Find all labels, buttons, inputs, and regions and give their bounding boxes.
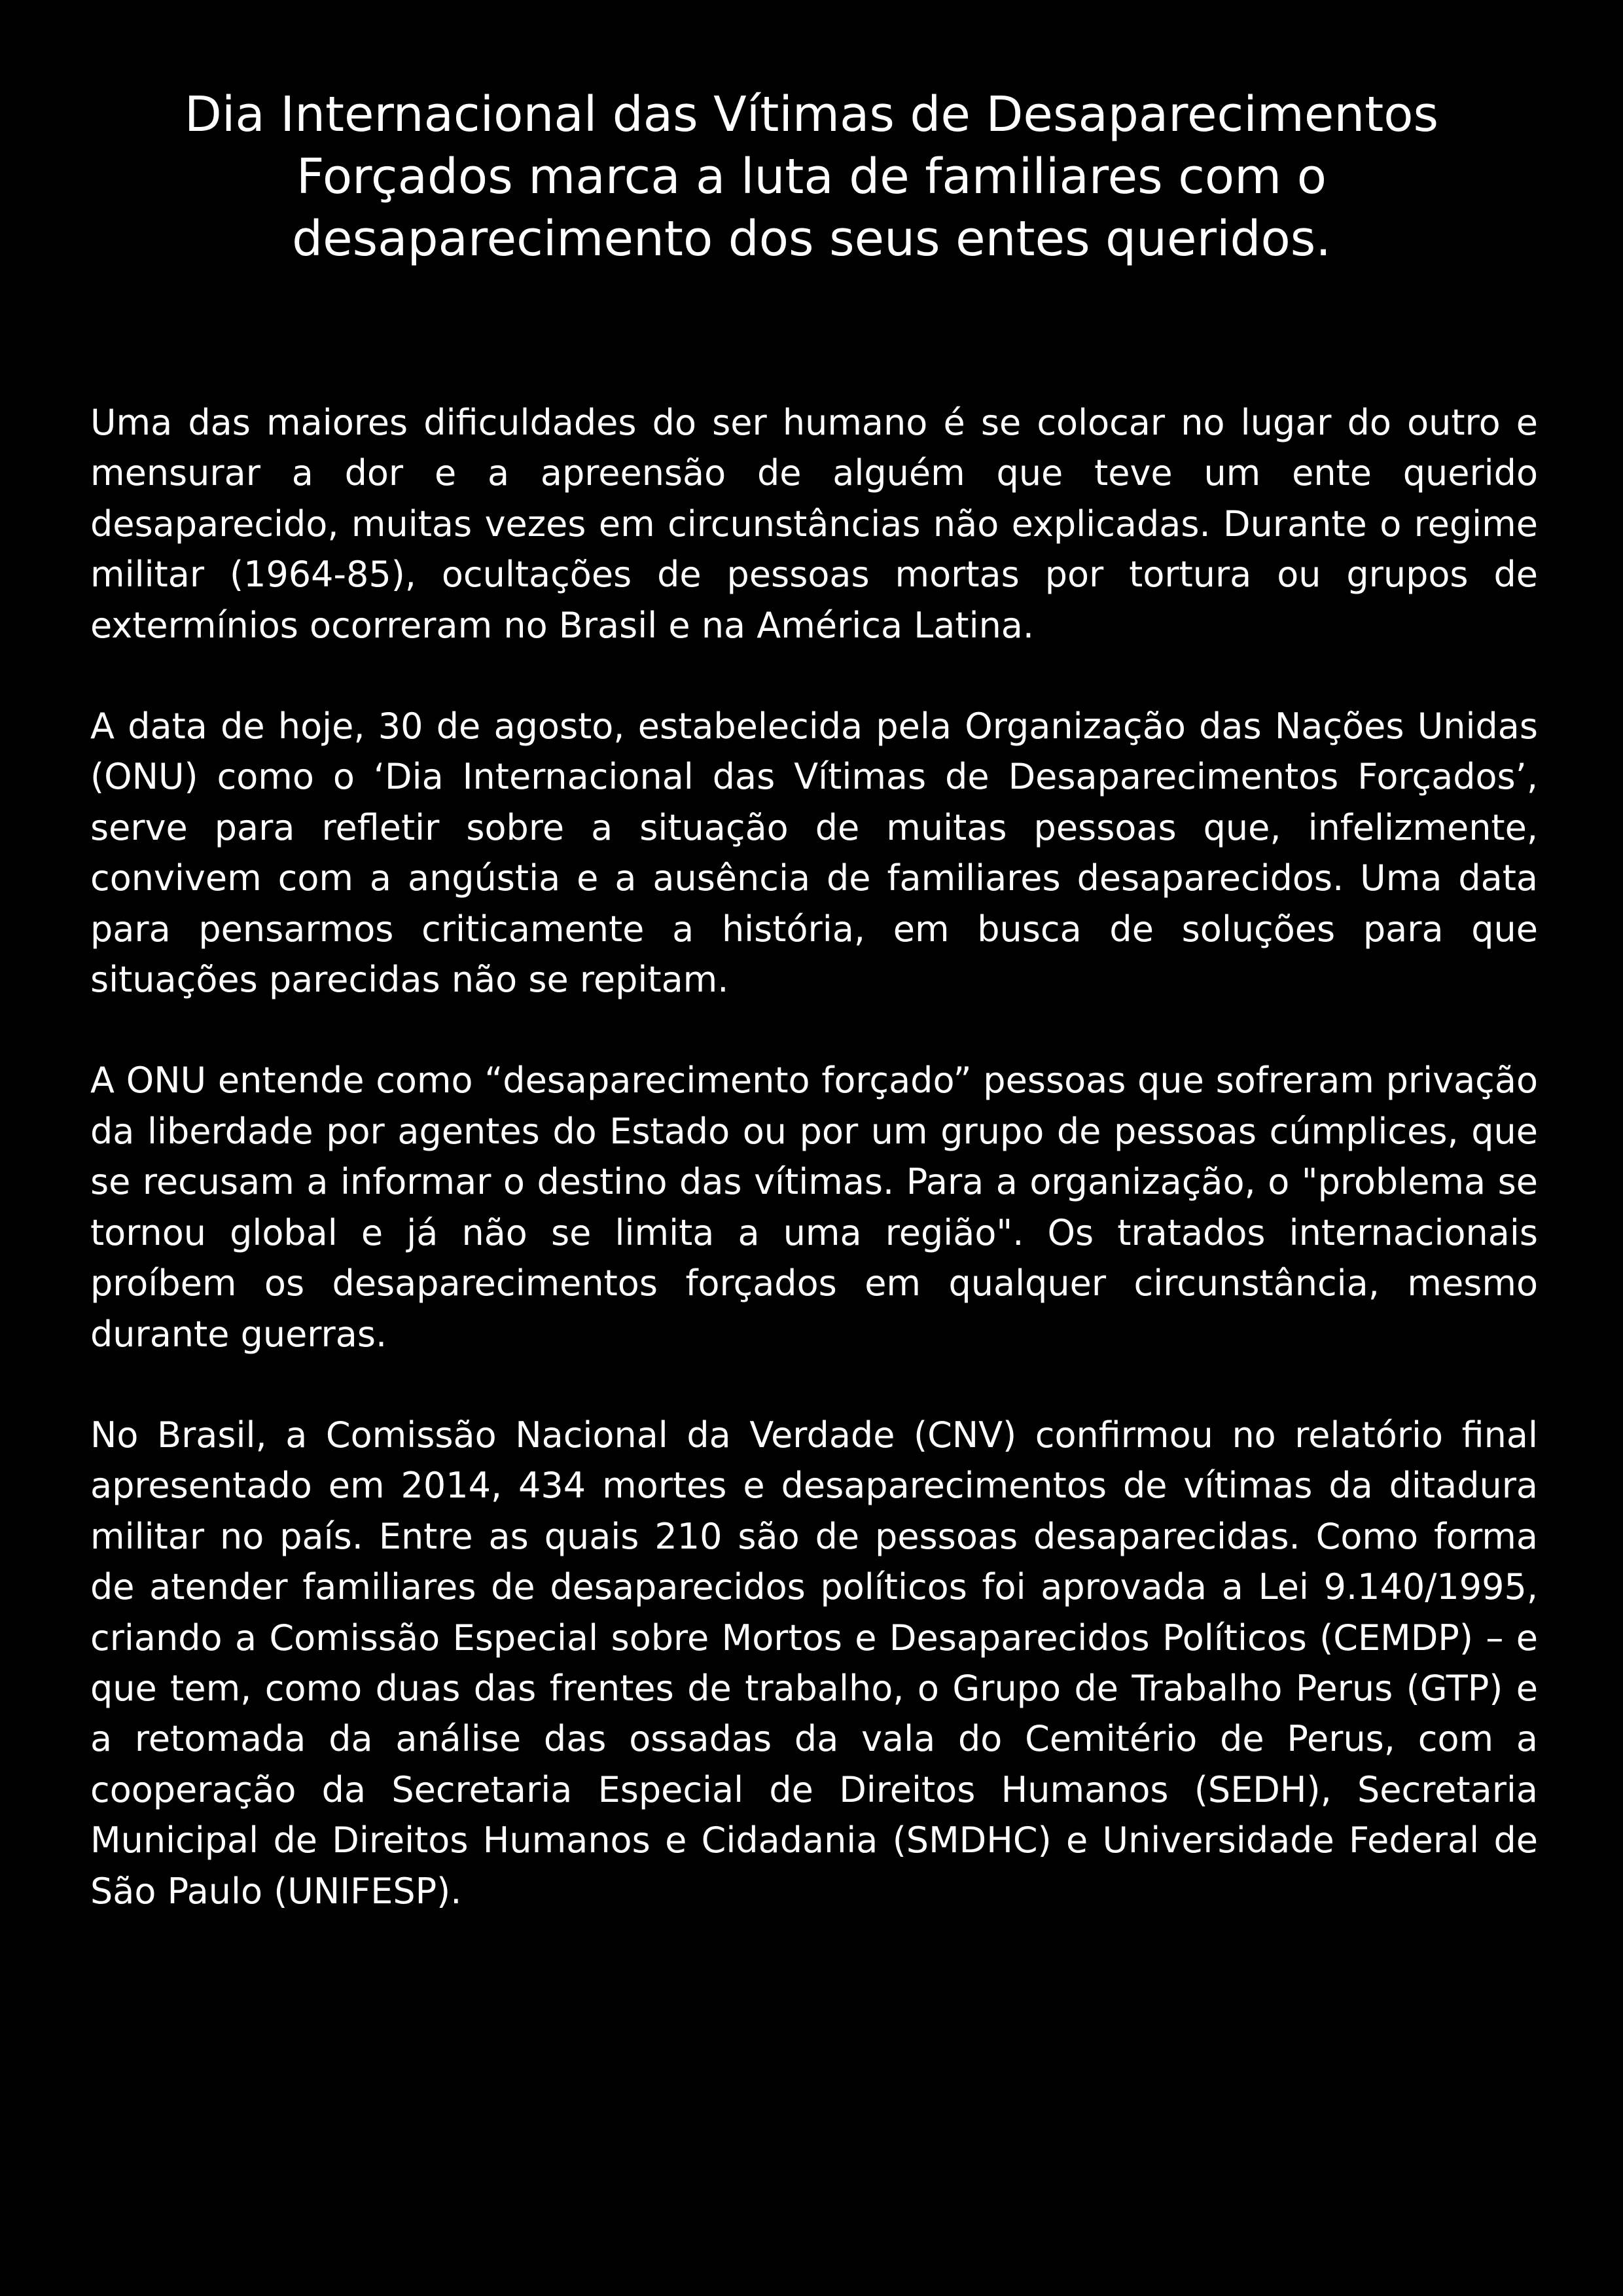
document-body xyxy=(90,397,1538,1916)
paragraph-onu-definition: A ONU entende como “desaparecimento forçado” pessoas que sofreram privação da liberdade por agentes do Estado ou por um grupo de pessoas cúmplices, que se recusam a informar o destino das vítimas. Para a organização, o "problema se tornou global e já não se limita a uma região". Os tratados internacionais proíbem os desaparecimentos forçados em qualquer circunstância, mesmo durante guerras. xyxy=(90,1060,1538,1355)
paragraph-intro: Uma das maiores dificuldades do ser humano é se colocar no lugar do outro e mensurar a dor e a apreensão de alguém que teve um ente querido desaparecido, muitas vezes em circunstâncias não explicadas. Durante o regime militar (1964-85), ocultações de pessoas mortas por tortura ou grupos de extermínios ocorreram no Brasil e na América Latina. xyxy=(90,402,1538,646)
paragraph-date: A data de hoje, 30 de agosto, estabelecida pela Organização das Nações Unidas (ONU) como o ‘Dia Internacional das Vítimas de Desaparecimentos Forçados’, serve para refletir sobre a situação de muitas pessoas que, infelizmente, convivem com a angústia e a ausência de familiares desaparecidos. Uma data para pensarmos criticamente a história, em busca de soluções para que situações parecidas não se repitam. xyxy=(90,706,1538,1001)
paragraph-brazil-cnv: No Brasil, a Comissão Nacional da Verdade (CNV) confirmou no relatório final apresentado em 2014, 434 mortes e desaparecimentos de vítimas da ditadura militar no país. Entre as quais 210 são de pessoas desaparecidas. Como forma de atender familiares de desaparecidos políticos foi aprovada a Lei 9.140/1995, criando a Comissão Especial sobre Mortos e Desaparecidos Políticos (CEMDP) – e que tem, como duas das frentes de trabalho, o Grupo de Trabalho Perus (GTP) e a retomada da análise das ossadas da vala do Cemitério de Perus, com a cooperação da Secretaria Especial de Direitos Humanos (SEDH), Secretaria Municipal de Direitos Humanos e Cidadania (SMDHC) e Universidade Federal de São Paulo (UNIFESP). xyxy=(90,1414,1538,1912)
document-title: Dia Internacional das Vítimas de Desaparecimentos Forçados marca a luta de familiares com o desaparecimento dos seus entes queridos. xyxy=(184,86,1439,267)
